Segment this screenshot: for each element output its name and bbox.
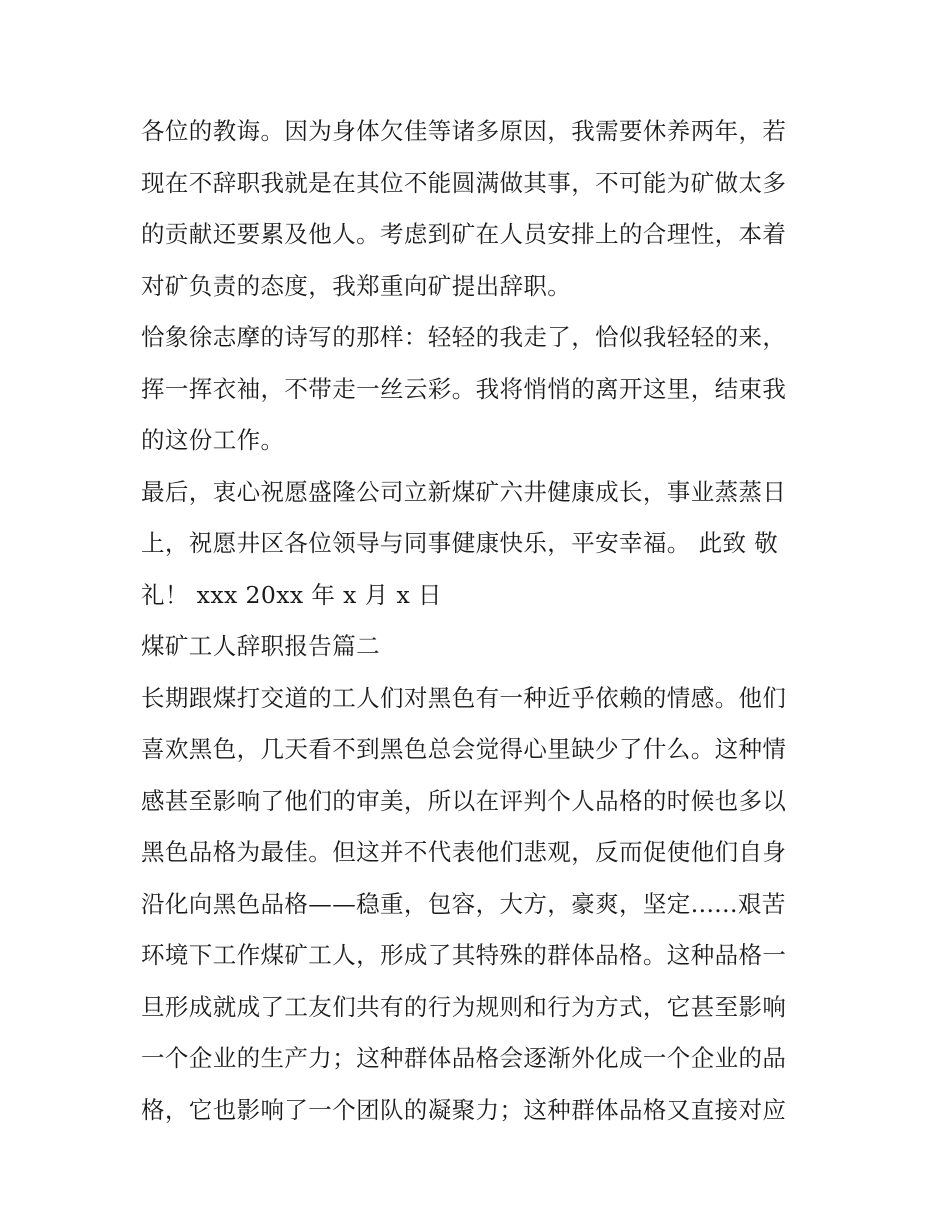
text-line: 喜欢黑色，几天看不到黑色总会觉得心里缺少了什么。这种情 — [141, 735, 787, 763]
text-line: 现在不辞职我就是在其位不能圆满做其事，不可能为矿做太多 — [141, 168, 787, 197]
text-line: 各位的教诲。因为身体欠佳等诸多原因，我需要休养两年，若 — [141, 117, 787, 145]
text-line: 的这份工作。 — [141, 426, 285, 454]
text-line: 格，它也影响了一个团队的凝聚力；这种群体品格又直接对应 — [141, 1095, 787, 1124]
document-body — [141, 106, 821, 1136]
text-line: 最后，衷心祝愿盛隆公司立新煤矿六井健康成长，事业蒸蒸日 — [141, 477, 787, 506]
text-line: 黑色品格为最佳。但这并不代表他们悲观，反而促使他们自身 — [141, 838, 787, 866]
text-line: 挥一挥衣袖，不带走一丝云彩。我将悄悄的离开这里，结束我 — [141, 374, 787, 403]
text-line: 一个企业的生产力；这种群体品格会逐渐外化成一个企业的品 — [141, 1044, 787, 1072]
text-line: 感甚至影响了他们的审美，所以在评判个人品格的时候也多以 — [141, 786, 787, 815]
text-line: 环境下工作煤矿工人，形成了其特殊的群体品格。这种品格一 — [141, 941, 787, 969]
section-heading: 煤矿工人辞职报告篇二 — [141, 632, 380, 660]
text-line: 恰象徐志摩的诗写的那样：轻轻的我走了，恰似我轻轻的来， — [141, 323, 787, 351]
text-line: 礼！ xxx 20xx 年 x 月 x 日 — [141, 580, 442, 609]
text-line: 沿化向黑色品格——稳重，包容，大方，豪爽，坚定......艰苦 — [141, 889, 786, 918]
text-line: 的贡献还要累及他人。考虑到矿在人员安排上的合理性，本着 — [141, 220, 787, 248]
text-line: 上，祝愿井区各位领导与同事健康快乐，平安幸福。 此致 敬 — [141, 529, 779, 557]
text-line: 对矿负责的态度，我郑重向矿提出辞职。 — [141, 271, 572, 300]
text-line: 旦形成就成了工友们共有的行为规则和行为方式，它甚至影响 — [141, 992, 787, 1021]
text-line: 长期跟煤打交道的工人们对黑色有一种近乎依赖的情感。他们 — [141, 683, 787, 712]
